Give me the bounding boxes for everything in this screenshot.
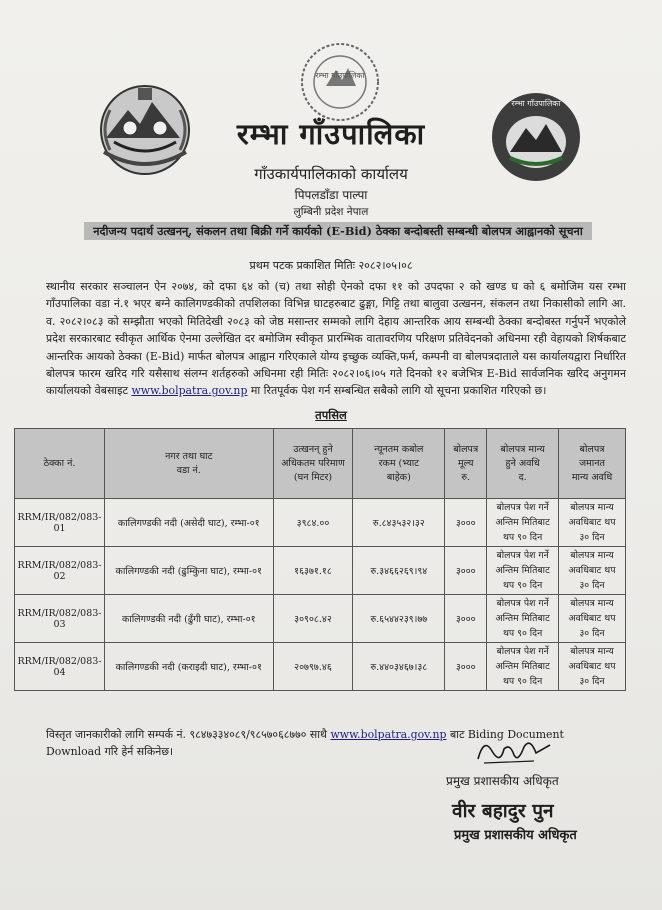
notice-body [46,278,626,400]
cell-bid-validity: बोलपत्र पेश गर्ने अन्तिम मितिबाट थप ९० दिन [487,595,559,643]
cell-min-bid: रु.८४३५३२।३२ [353,499,445,547]
cell-bid-price: ३००० [445,547,487,595]
address-line-2: लुम्बिनी प्रदेश नेपाल [293,206,369,218]
cell-guarantee-validity: बोलपत्र मान्य अवधिबाट थप ३० दिन [559,643,626,691]
cell-bid-validity: बोलपत्र पेश गर्ने अन्तिम मितिबाट थप ९० दिन [487,643,559,691]
header-min-bid: न्यूनतम कबोल रकम (भ्याट बाहेक) [353,429,445,499]
table-caption: तपसिल [315,408,347,422]
cell-contract-no: RRM/IR/082/083-01 [15,499,105,547]
table-row [15,643,626,691]
cell-quantity: २०७९७.४६ [273,643,353,691]
notice-body-tail: मा रितपूर्वक पेश गर्न सम्बन्धित सबैको लागि यो सूचना प्रकाशित गरिएको छ। [250,384,547,398]
cell-contract-no: RRM/IR/082/083-04 [15,643,105,691]
municipality-title: रम्भा गाँउपालिका [236,117,426,151]
header-river-ghat: नगर तथा घाट वडा नं. [104,429,273,499]
cell-guarantee-validity: बोलपत्र मान्य अवधिबाट थप ३० दिन [559,595,626,643]
cell-bid-validity: बोलपत्र पेश गर्ने अन्तिम मितिबाट थप ९० दिन [487,547,559,595]
cell-quantity: १६३७१.१८ [273,547,353,595]
cell-guarantee-validity: बोलपत्र मान्य अवधिबाट थप ३० दिन [559,499,626,547]
table-row [15,595,626,643]
cell-location: कालिगण्डकी नदी (ढुँगी घाट), रम्भा-०१ [104,595,273,643]
header-bid-price: बोलपत्र मूल्य रु. [445,429,487,499]
cell-quantity: ३०९०८.४२ [273,595,353,643]
footer-bolpatra-link[interactable]: www.bolpatra.gov.np [330,728,447,741]
header-contract-no: ठेक्का नं. [15,429,105,499]
header-guarantee-validity: बोलपत्र जमानत मान्य अवधि [559,429,626,499]
notice-body-main: स्थानीय सरकार सञ्चालन ऐन २०७४, को दफा ६४ को (च) तथा सोही ऐनको दफा ११ को उपदफा २ को खण्ड घ को ६ बमोजिम यस रम्भा गाँउपालिका वडा नं.१ भएर बग्ने कालिगण्डकीको तपशिलका विभिन्न घाटहरुबाट ढुङ्गा, गिट्टि तथा बालुवा उत्खनन, संकलन तथा निकासीको लागि आ. व. २०८२।०८३ को सम्झौता भएको मितिदेखी २०८३ को जेष्ठ मसान्तर सम्मको लागि देहाय आन्तरिक आय सम्बन्धी ठेक्का बन्दोबस्त गर्नुपर्ने भएकोले प्रदेश सरकारबाट स्वीकृत आर्थिक ऐनमा उल्लेखित दर बमोजिम स्वीकृत प्रारम्भिक वातावरणिय परिक्षण प्रतिवेदनको अधिनमा रही वेहायको शिर्षकबाट आन्तरिक आयको ठेक्का (E-Bid) मार्फत बोलपत्र आह्वान गरिएकाले योग्य इच्छुक व्यक्ति,फर्म, कम्पनी वा बोलपत्रदाताले यस कार्यालयद्वारा निर्धारित बोलपत्र फारम खरिद गरि यसैसाथ संलग्न शर्तहरुको अधिनमा रही मितिः २०८२।०६।०५ गते दिनको १२ बजेभित्र E-Bid सार्वजनिक खरिद अनुगमन कार्यालयको वेबसाइट [46,280,626,398]
table-header-row [15,429,626,499]
cell-bid-price: ३००० [445,499,487,547]
cell-location: कालिगण्डकी नदी (असेदी घाट), रम्भा-०१ [104,499,273,547]
contracts-table [14,428,626,691]
seal-icon [298,40,382,124]
bolpatra-link[interactable]: www.bolpatra.gov.np [131,384,248,398]
footer-tail: बाट Biding Document Download गरि हेर्न सकिनेछ। [46,728,564,758]
signatory-name: वीर बहादुर पुन [452,800,554,822]
cell-bid-price: ३००० [445,643,487,691]
cell-min-bid: रु.३४६६२६९।९४ [353,547,445,595]
first-published-date: प्रथम पटक प्रकाशित मितिः २०८२।०५।०८ [249,259,413,272]
cell-contract-no: RRM/IR/082/083-02 [15,547,105,595]
contact-text: विस्तृत जानकारीको लागि सम्पर्क नं. ९८४७३३४०८९/९८५७०६८७७० साथै [46,728,328,741]
cell-min-bid: रु.४४०३४६७।३८ [353,643,445,691]
office-name: गाँउकार्यपालिकाको कार्यालय [254,165,408,183]
header-bid-validity: बोलपत्र मान्य हुने अवधि द. [487,429,559,499]
cell-bid-price: ३००० [445,595,487,643]
address-line-1: पिपलडाँडा पाल्पा [294,188,368,202]
cell-location: कालिगण्डकी नदी (ढुम्किुना घाट), रम्भा-०१ [104,547,273,595]
cell-bid-validity: बोलपत्र पेश गर्ने अन्तिम मितिबाट थप ९० दिन [487,499,559,547]
cell-min-bid: रु.६५४४२३९।७७ [353,595,445,643]
signatory-role: प्रमुख प्रशासकीय अधिकृत [446,774,559,788]
signature-icon [474,733,554,767]
notice-headline: नदीजन्य पदार्थ उत्खनन्, संकलन तथा बिक्री गर्ने कार्यको (E-Bid) ठेक्का बन्दोबस्ती सम्बन्धी बोलपत्र आह्वानको सूचना [84,222,592,240]
signatory-role-stamp: प्रमुख प्रशासकीय अधिकृत [454,828,577,843]
header-max-quantity: उत्खनन् हुने अधिकतम परिमाण (घन मिटर) [273,429,353,499]
cell-quantity: ३९८४.०० [273,499,353,547]
cell-location: कालिगण्डकी नदी (कराइदी घाट), रम्भा-०१ [104,643,273,691]
seal-text: रम्भा गाँउपालिका [315,71,365,80]
table-row [15,499,626,547]
municipality-seal [298,40,382,124]
cell-contract-no: RRM/IR/082/083-03 [15,595,105,643]
logo-text: रम्भा गाँउपालिका [511,99,561,108]
table-row [15,547,626,595]
cell-guarantee-validity: बोलपत्र मान्य अवधिबाट थप ३० दिन [559,547,626,595]
